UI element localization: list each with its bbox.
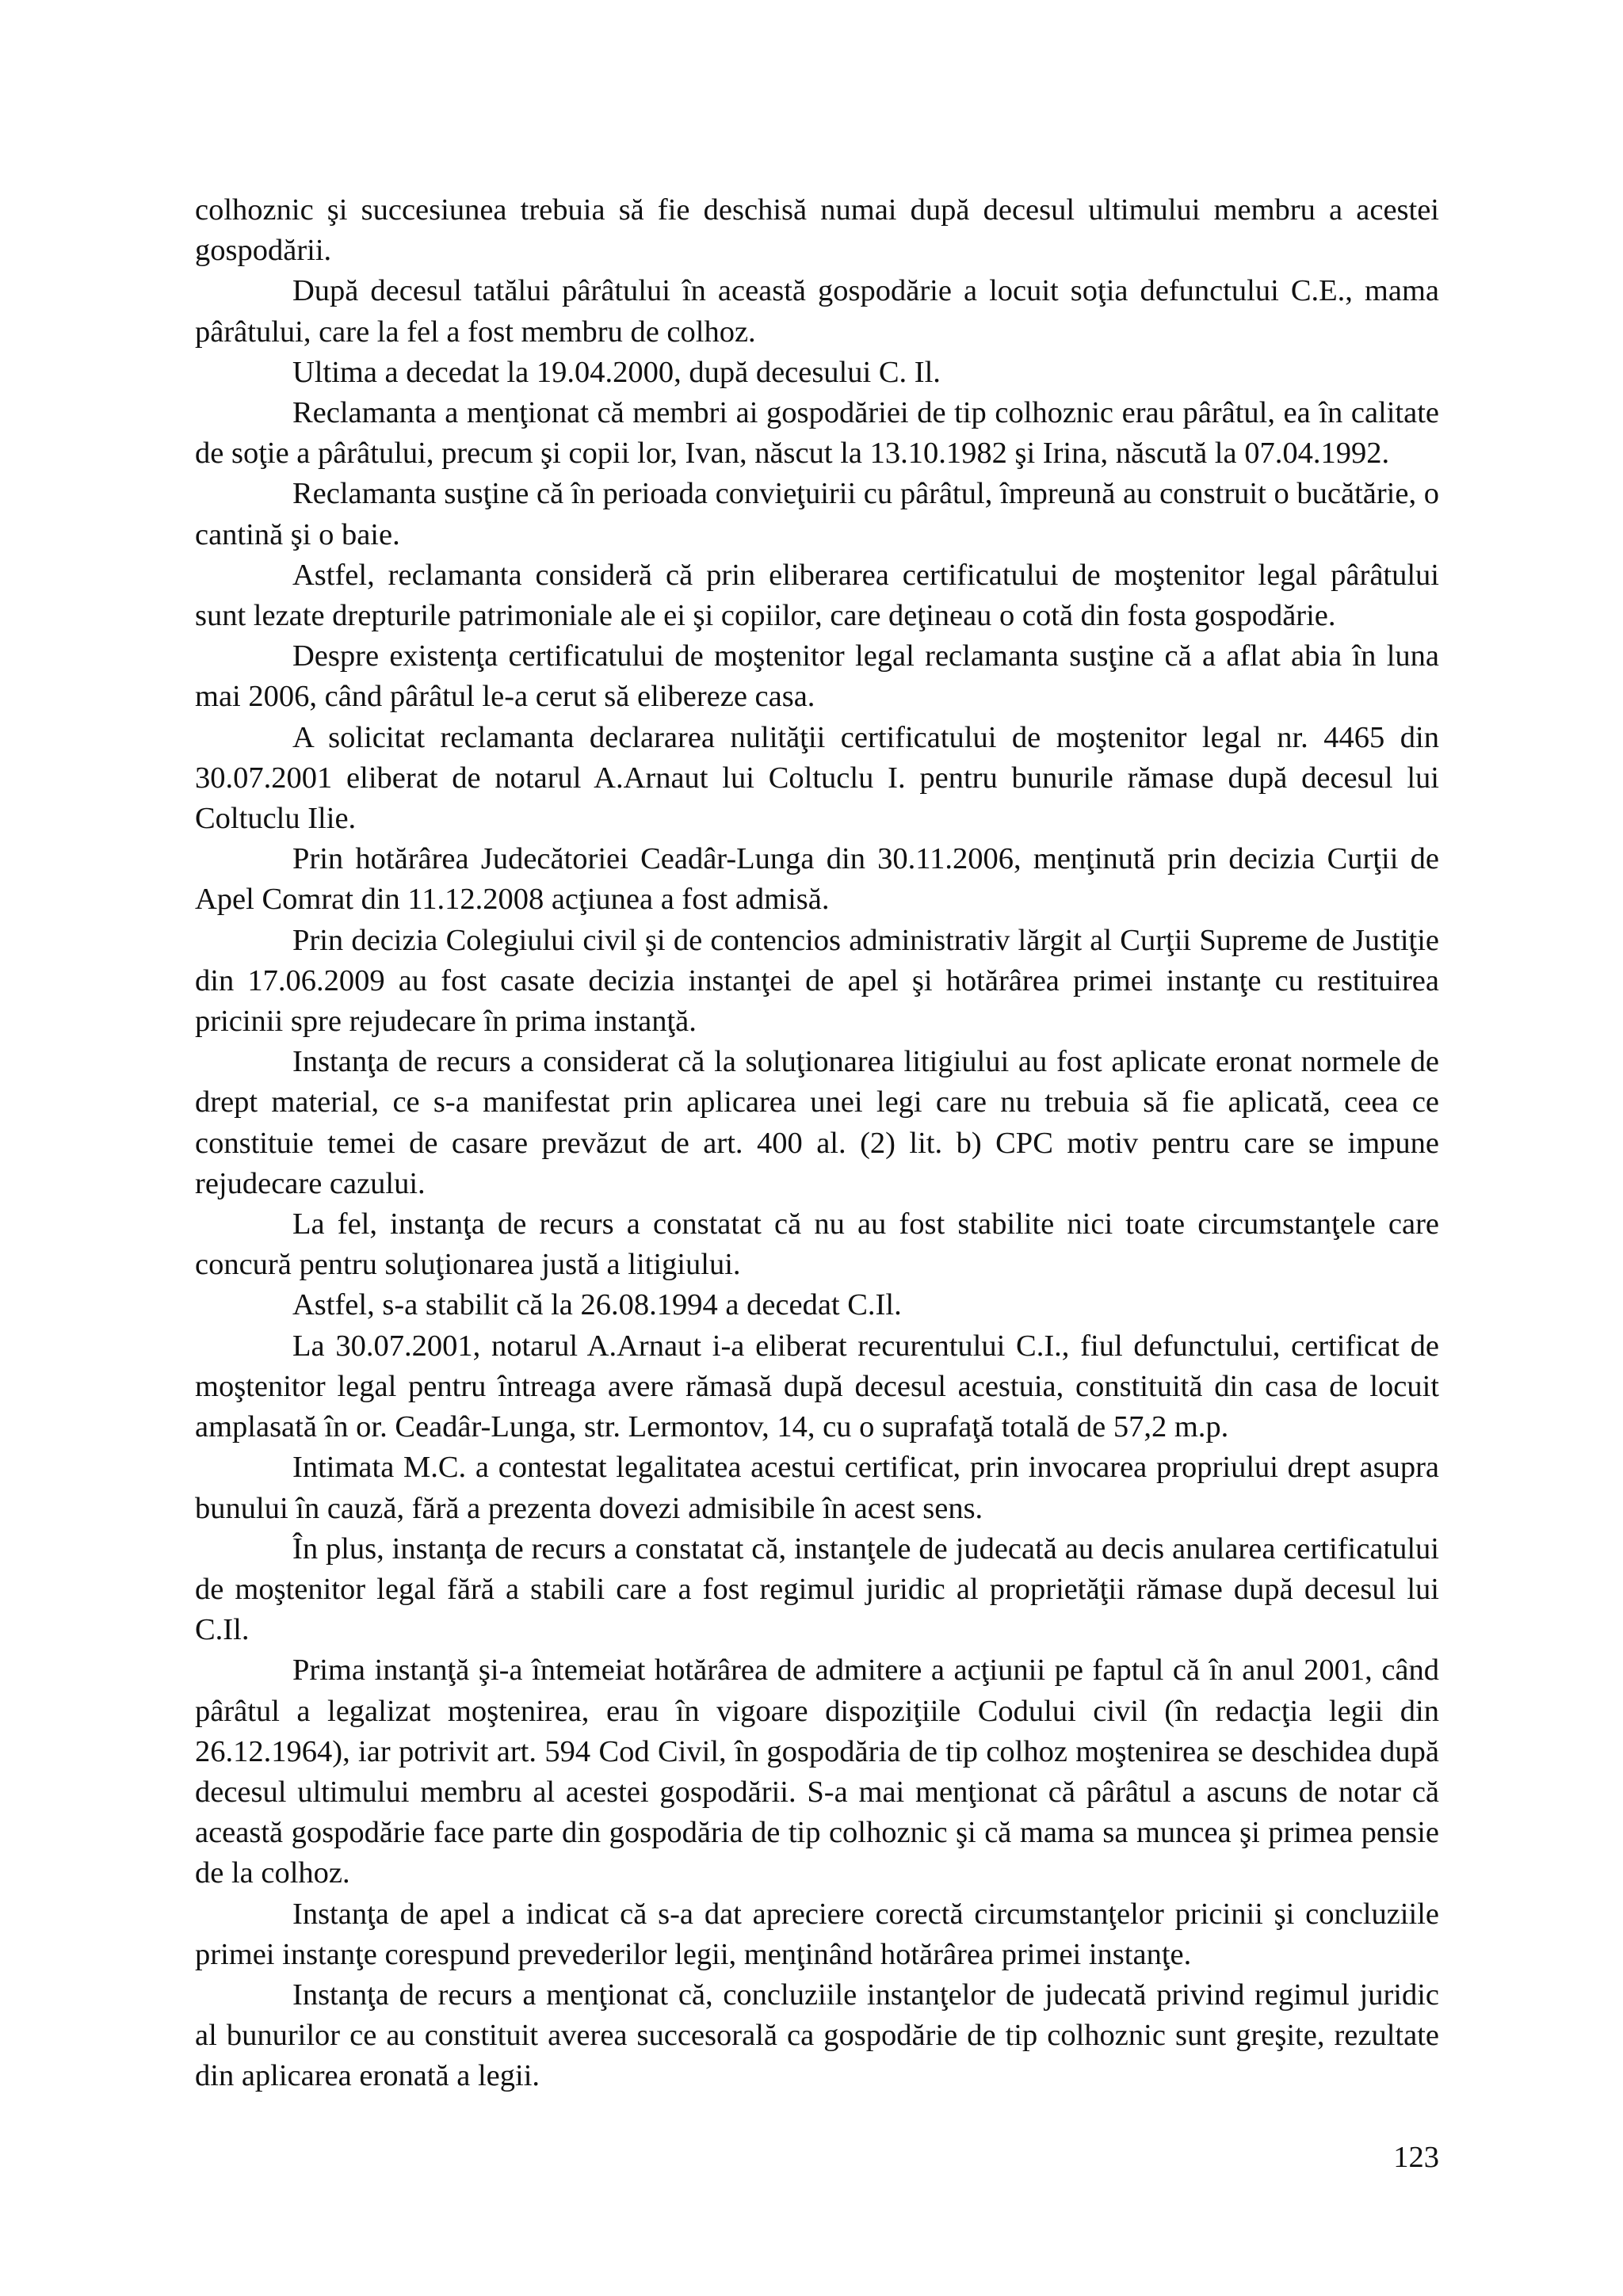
paragraph: Prima instanţă şi-a întemeiat hotărârea de admitere a acţiunii pe faptul că în anul 2001, când pârâtul a legalizat moştenirea, erau în vigoare dispoziţiile Codului civil (în redacţia legii din 26.12.1964), iar potrivit art. 594 Cod Civil, în gospodăria de tip colhoz moştenirea se deschidea după decesul ultimului membru al acestei gospodării. S-a mai menţionat că pârâtul a ascuns de notar că această gospodărie face parte din gospodăria de tip colhoznic şi că mama sa muncea şi primea pensie de la colhoz. xyxy=(195,1653,1439,1890)
paragraph: Astfel, s-a stabilit că la 26.08.1994 a decedat C.Il. xyxy=(292,1288,902,1322)
paragraph: Astfel, reclamanta consideră că prin eliberarea certificatului de moştenitor legal pârâtului sunt lezate drepturile patrimoniale ale ei şi copiilor, care deţineau o cotă din fosta gospodărie. xyxy=(195,558,1439,633)
paragraph: Instanţa de recurs a considerat că la soluţionarea litigiului au fost aplicate eronat normele de drept material, ce s-a manifestat prin aplicarea unei legi care nu trebuia să fie aplicată, ceea ce constituie temei de casare prevăzut de art. 400 al. (2) lit. b) CPC motiv pentru care se impune rejudecare cazului. xyxy=(195,1045,1439,1200)
paragraph: Instanţa de apel a indicat că s-a dat apreciere corectă circumstanţelor pricinii şi concluziile primei instanţe corespund prevederilor legii, menţinând hotărârea primei instanţe. xyxy=(195,1897,1439,1971)
paragraph: În plus, instanţa de recurs a constatat că, instanţele de judecată au decis anularea certificatului de moştenitor legal fără a stabili care a fost regimul juridic al proprietăţii rămase după decesul lui C.Il. xyxy=(195,1531,1439,1647)
paragraph: Prin decizia Colegiului civil şi de contencios administrativ lărgit al Curţii Supreme de Justiţie din 17.06.2009 au fost casate decizia instanţei de apel şi hotărârea primei instanţe cu restituirea pricinii spre rejudecare în prima instanţă. xyxy=(195,923,1439,1039)
paragraph: Reclamanta a menţionat că membri ai gospodăriei de tip colhoznic erau pârâtul, ea în calitate de soţie a pârâtului, precum şi copii lor, Ivan, născut la 13.10.1982 şi Irina, născută la 07.04.1992. xyxy=(195,396,1439,471)
paragraph: Ultima a decedat la 19.04.2000, după decesului C. Il. xyxy=(292,355,941,389)
paragraph: Prin hotărârea Judecătoriei Ceadâr-Lunga din 30.11.2006, menţinută prin decizia Curţii de Apel Comrat din 11.12.2008 acţiunea a fost admisă. xyxy=(195,842,1439,917)
paragraph: Intimata M.C. a contestat legalitatea acestui certificat, prin invocarea propriului drept asupra bunului în cauză, fără a prezenta dovezi admisibile în acest sens. xyxy=(195,1451,1439,1525)
paragraph-continuation: colhoznic şi succesiunea trebuia să fie deschisă numai după decesul ultimului membru a acestei gospodării. xyxy=(195,193,1439,268)
page-number: 123 xyxy=(1393,2141,1439,2174)
paragraph: Reclamanta susţine că în perioada convieţuirii cu pârâtul, împreună au construit o bucătărie, o cantină şi o baie. xyxy=(195,477,1439,551)
paragraph: După decesul tatălui pârâtului în această gospodărie a locuit soţia defunctului C.E., mama pârâtului, care la fel a fost membru de colhoz. xyxy=(195,274,1439,349)
paragraph: A solicitat reclamanta declararea nulităţii certificatului de moştenitor legal nr. 4465 din 30.07.2001 eliberat de notarul A.Arnaut lui Coltuclu I. pentru bunurile rămase după decesul lui Coltuclu Ilie. xyxy=(195,720,1439,836)
paragraph: Instanţa de recurs a menţionat că, concluziile instanţelor de judecată privind regimul juridic al bunurilor ce au constituit averea succesorală ca gospodărie de tip colhoznic sunt greşite, rezultate din aplicarea eronată a legii. xyxy=(195,1978,1439,2093)
paragraph: La 30.07.2001, notarul A.Arnaut i-a eliberat recurentului C.I., fiul defunctului, certificat de moştenitor legal pentru întreaga avere rămasă după decesul acestuia, constituită din casa de locuit amplasată în or. Ceadâr-Lunga, str. Lermontov, 14, cu o suprafaţă totală de 57,2 m.p. xyxy=(195,1329,1439,1444)
document-body xyxy=(195,190,1439,2097)
paragraph: Despre existenţa certificatului de moştenitor legal reclamanta susţine că a aflat abia în luna mai 2006, când pârâtul le-a cerut să elibereze casa. xyxy=(195,639,1439,714)
paragraph: La fel, instanţa de recurs a constatat că nu au fost stabilite nici toate circumstanţele care concură pentru soluţionarea justă a litigiului. xyxy=(195,1207,1439,1282)
